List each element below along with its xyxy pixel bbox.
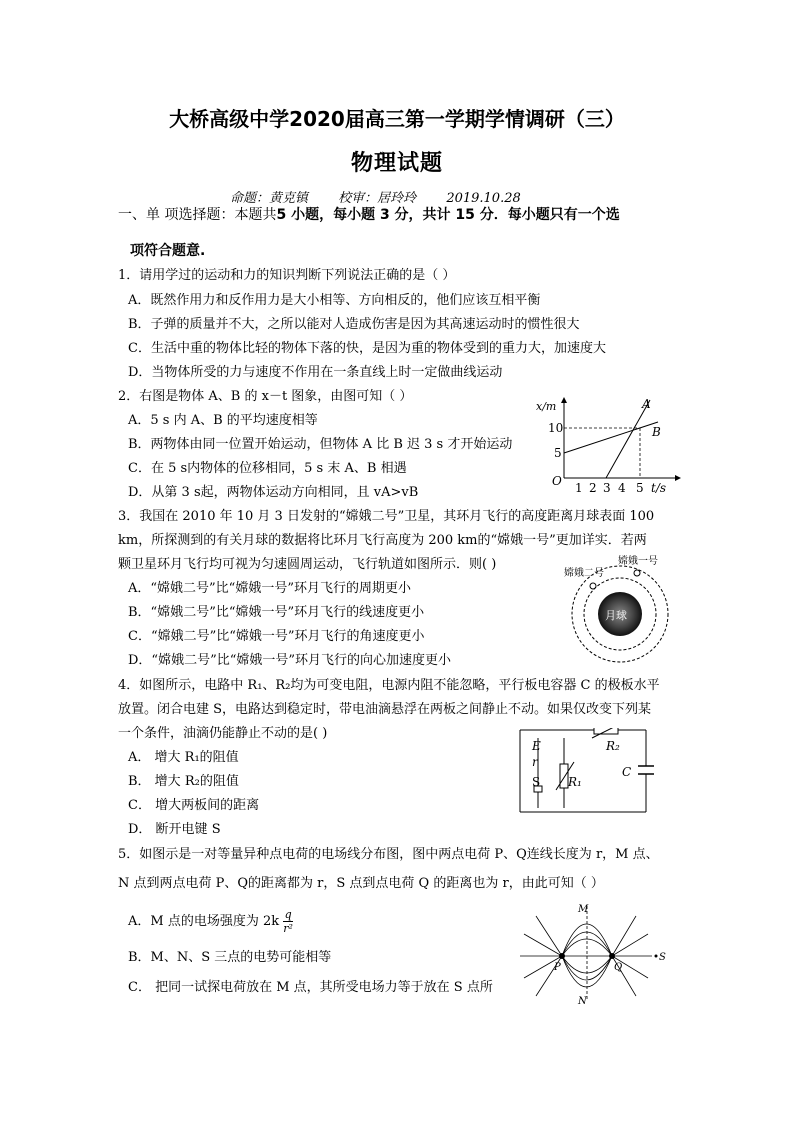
orbit-figure (560, 550, 680, 666)
label-m: M (578, 904, 589, 915)
date: 2019.10.28 (446, 191, 521, 206)
q3-line2: km，所探测到的有关月球的数据将比环月飞行高度为 200 km的“嫦娥一号”更加详实．若两 (118, 533, 647, 548)
fraction-denominator: r² (283, 922, 293, 935)
q4-option-b: B． 增大 R₂的阻值 (128, 774, 239, 789)
graph-xtick-2: 2 (589, 481, 597, 495)
q2-option-a: A．5 s 内 A、B 的平均速度相等 (128, 413, 318, 428)
q1-option-d: D．当物体所受的力与速度不作用在一条直线上时一定做曲线运动 (128, 365, 503, 380)
fraction-numerator: q (284, 908, 292, 921)
point-s (655, 955, 658, 958)
q4-line2: 放置。闭合电建 S，电路达到稳定时，带电油滴悬浮在两板之间静止不动。如果仅改变下列某 (118, 702, 652, 717)
q5-line2: N 点到两点电荷 P、Q的距离都为 r，S 点到点电荷 Q 的距离也为 r，由此可知（ ） (118, 876, 604, 891)
q4-option-c: C． 增大两板间的距离 (128, 798, 260, 813)
q3-option-a: A．“嫦娥二号”比“嫦娥一号”环月飞行的周期更小 (128, 581, 411, 596)
q2-option-b: B．两物体由同一位置开始运动，但物体 A 比 B 迟 3 s 才开始运动 (128, 437, 513, 452)
section-heading-line2: 项符合题意. (130, 243, 206, 259)
fraction (283, 908, 293, 935)
q4-line3: 一个条件，油滴仍能静止不动的是( ) (118, 726, 328, 741)
section-heading (118, 204, 620, 224)
q3-option-c: C．“嫦娥二号”比“嫦娥一号”环月飞行的角速度更小 (128, 629, 425, 644)
graph-ytick-5: 5 (554, 446, 562, 460)
q2-option-c: C．在 5 s内物体的位移相同，5 s 末 A、B 相遇 (128, 461, 407, 476)
graph-xlabel: t/s (651, 481, 667, 495)
q3-option-b: B．“嫦娥二号”比“嫦娥一号”环月飞行的线速度更小 (128, 605, 425, 620)
q5-option-c: C． 把同一试探电荷放在 M 点，其所受电场力等于放在 S 点所 (128, 980, 493, 995)
charge-q (609, 953, 615, 959)
q5-line1: 5．如图示是一对等量异种点电荷的电场线分布图，图中两点电荷 P、Q连线长度为 r，M 点、 (118, 847, 659, 862)
q1-option-a: A．既然作用力和反作用力是大小相等、方向相反的，他们应该互相平衡 (128, 293, 541, 308)
xt-graph (530, 392, 690, 496)
q5-option-a-prefix: A．M 点的电场强度为 2k (128, 914, 280, 929)
graph-xtick-1: 1 (575, 481, 583, 495)
q5-option-b: B．M、N、S 三点的电势可能相等 (128, 950, 332, 965)
label-r2: R₂ (606, 739, 620, 753)
q3-option-d: D．“嫦娥二号”比“嫦娥一号”环月飞行的向心加速度更小 (128, 653, 452, 668)
q4-line1: 4．如图所示，电路中 R₁、R₂均为可变电阻，电源内阻不能忽略，平行板电容器 C 的极板水平 (118, 678, 660, 693)
graph-ytick-10: 10 (548, 421, 564, 435)
q5-option-a (128, 908, 293, 935)
graph-xtick-4: 4 (618, 481, 626, 495)
exam-title: 大桥高级中学2020届高三第一学期学情调研（三） (169, 107, 625, 131)
resistor-r1 (560, 764, 568, 788)
label-n: N (578, 996, 587, 1004)
satellite-1 (634, 570, 640, 576)
label-e: E (532, 739, 541, 753)
charge-p (559, 953, 565, 959)
q1-option-b: B．子弹的质量并不大，之所以能对人造成伤害是因为其高速运动时的惯性很大 (128, 317, 580, 332)
sat2-label: 嫦娥二号 (564, 568, 604, 579)
section-heading-bold: 5 小题，每小题 3 分，共计 15 分．每小题只有一个选 (276, 207, 620, 223)
label-r1: R₁ (568, 775, 582, 789)
q4-option-a: A． 增大 R₁的阻值 (128, 750, 239, 765)
q2-option-d: D．从第 3 s起，两物体运动方向相同，且 vA>vB (128, 485, 419, 500)
graph-label-b: B (652, 425, 661, 439)
graph-ylabel: x/m (536, 400, 557, 413)
capacitor-gap (640, 766, 652, 774)
graph-label-a: A (642, 397, 651, 411)
label-c: C (622, 765, 632, 779)
reviewer: 校审：居玲玲 (338, 191, 417, 206)
exam-subtitle: 物理试题 (350, 151, 443, 176)
label-p: P (554, 962, 561, 973)
q3-line1: 3．我国在 2010 年 10 月 3 日发射的“嫦娥二号”卫星，其环月飞行的高度距离月球表面 100 (118, 509, 655, 524)
line-a (606, 400, 650, 478)
label-s: S (532, 775, 541, 789)
label-s-point: S (659, 952, 666, 963)
label-q: Q (614, 962, 623, 973)
q2-stem: 2．右图是物体 A、B 的 x－t 图象，由图可知（ ） (118, 389, 413, 404)
label-r: r (532, 755, 538, 769)
setter: 命题：黄克镇 (230, 191, 309, 206)
graph-origin: O (552, 474, 562, 488)
q1-stem: 1．请用学过的运动和力的知识判断下列说法正确的是（ ） (118, 268, 456, 283)
moon-label: 月球 (605, 609, 627, 622)
line-b (564, 422, 658, 453)
section-heading-prefix: 一、单 项选择题：本题共 (118, 207, 277, 223)
graph-xtick-5: 5 (636, 481, 644, 495)
q1-option-c: C．生活中重的物体比轻的物体下落的快，是因为重的物体受到的重力大，加速度大 (128, 341, 606, 356)
q3-line3: 颗卫星环月飞行均可视为匀速圆周运动，飞行轨道如图所示．则( ) (118, 557, 497, 572)
graph-xtick-3: 3 (603, 481, 611, 495)
satellite-2 (590, 583, 596, 589)
sat1-label: 嫦娥一号 (618, 556, 658, 567)
field-line-figure (516, 900, 676, 1004)
circuit-diagram (516, 728, 656, 818)
q4-option-d: D． 断开电键 S (128, 822, 221, 837)
